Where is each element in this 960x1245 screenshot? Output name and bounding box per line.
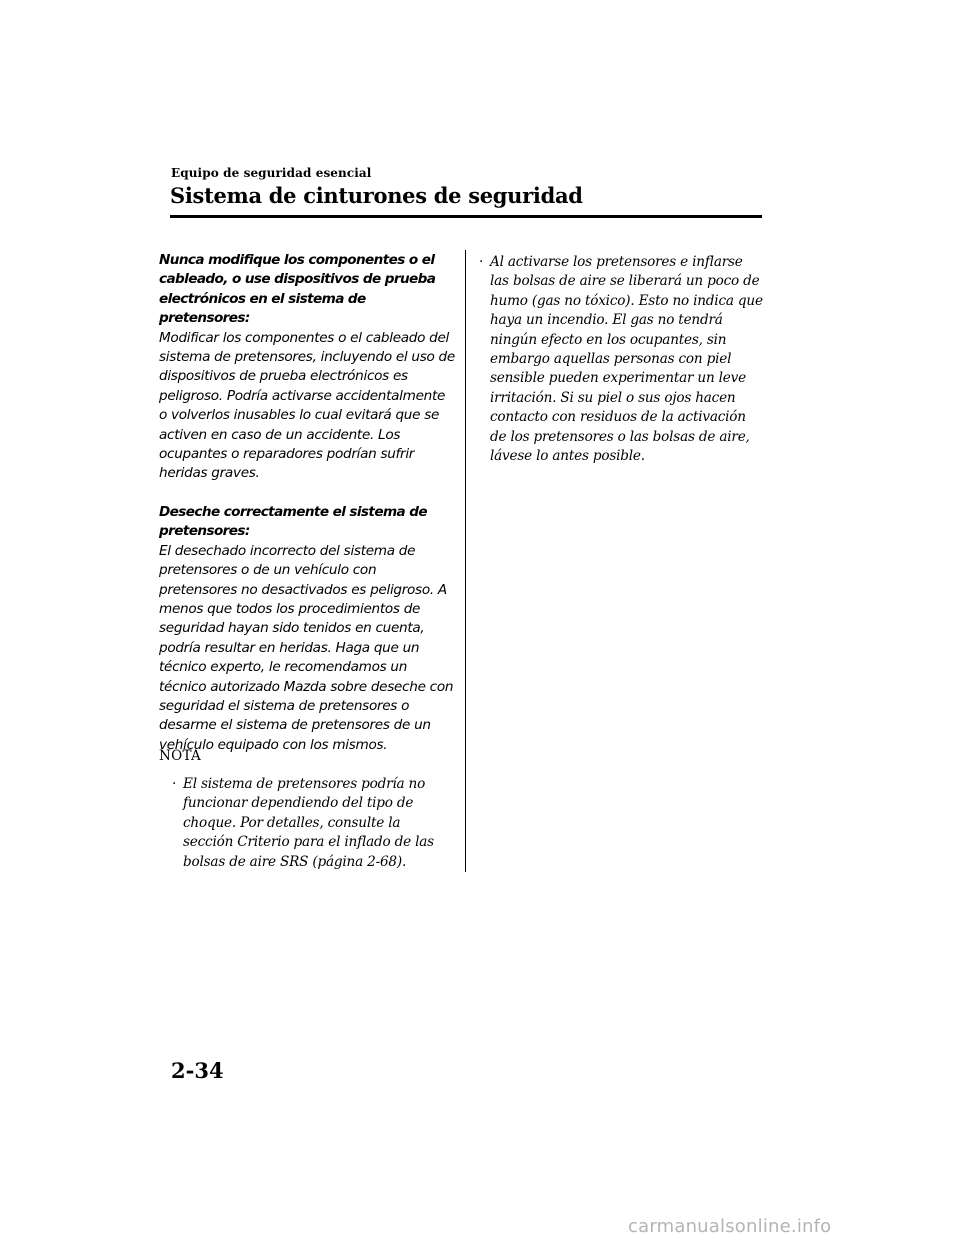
warning-body-modify: Modificar los componentes o el cableado del sistema de pretensores, incluyendo el uso de dispositivos de prueba electrónicos es peligroso. Podría activarse accidentalmente o volverlos inusables lo cual evitará que se activen en caso de un accidente. Los ocupantes o reparadores podrían sufrir heridas graves. (159, 329, 455, 482)
note-item-text: Al activarse los pretensores e inflarse las bolsas de aire se liberará un poco de humo (gas no tóxico). Esto no indica que haya un incendio. El gas no tendrá ningún efecto en los ocupantes, sin embargo aquellas personas con piel sensible pueden experimentar un leve irritación. Si su piel o sus ojos hacen contacto con residuos de la activación de los pretensores o las bolsas de aire, lávese lo antes posible. (490, 254, 763, 465)
note-list-right (479, 253, 765, 466)
warning-block-modify (159, 251, 455, 484)
list-item (479, 253, 765, 466)
note-item-text: El sistema de pretensores podría no funcionar dependiendo del tipo de choque. Por detalles, consulte la sección Criterio para el inflado de las bolsas de aire SRS (página 2-68). (183, 776, 434, 870)
list-item (172, 775, 454, 872)
watermark: carmanualsonline.info (628, 1216, 832, 1237)
left-column (159, 251, 455, 774)
warning-title-dispose: Deseche correctamente el sistema de pretensores: (159, 503, 427, 540)
section-label: Equipo de seguridad esencial (171, 166, 372, 180)
note-label: NOTA (159, 748, 202, 764)
page-title: Sistema de cinturones de seguridad (170, 183, 583, 208)
warning-body-dispose: El desechado incorrecto del sistema de pretensores o de un vehículo con pretensores no desactivados es peligroso. A menos que todos los procedimientos de seguridad hayan sido tenidos en cuenta, podría resultar en heridas. Haga que un técnico experto, le recomendamos un técnico autorizado Mazda sobre deseche con seguridad el sistema de pretensores o desarme el sistema de pretensores de un vehículo equipado con los mismos. (159, 542, 454, 753)
header-divider (170, 215, 762, 218)
page-number: 2-34 (171, 1058, 224, 1083)
note-list-left (172, 775, 454, 872)
bullet-icon: · (172, 776, 177, 792)
warning-block-dispose (159, 503, 455, 755)
bullet-icon: · (479, 254, 484, 270)
column-divider (465, 250, 466, 872)
warning-title-modify: Nunca modifique los componentes o el cableado, o use dispositivos de prueba electrónicos en el sistema de pretensores: (159, 252, 436, 327)
